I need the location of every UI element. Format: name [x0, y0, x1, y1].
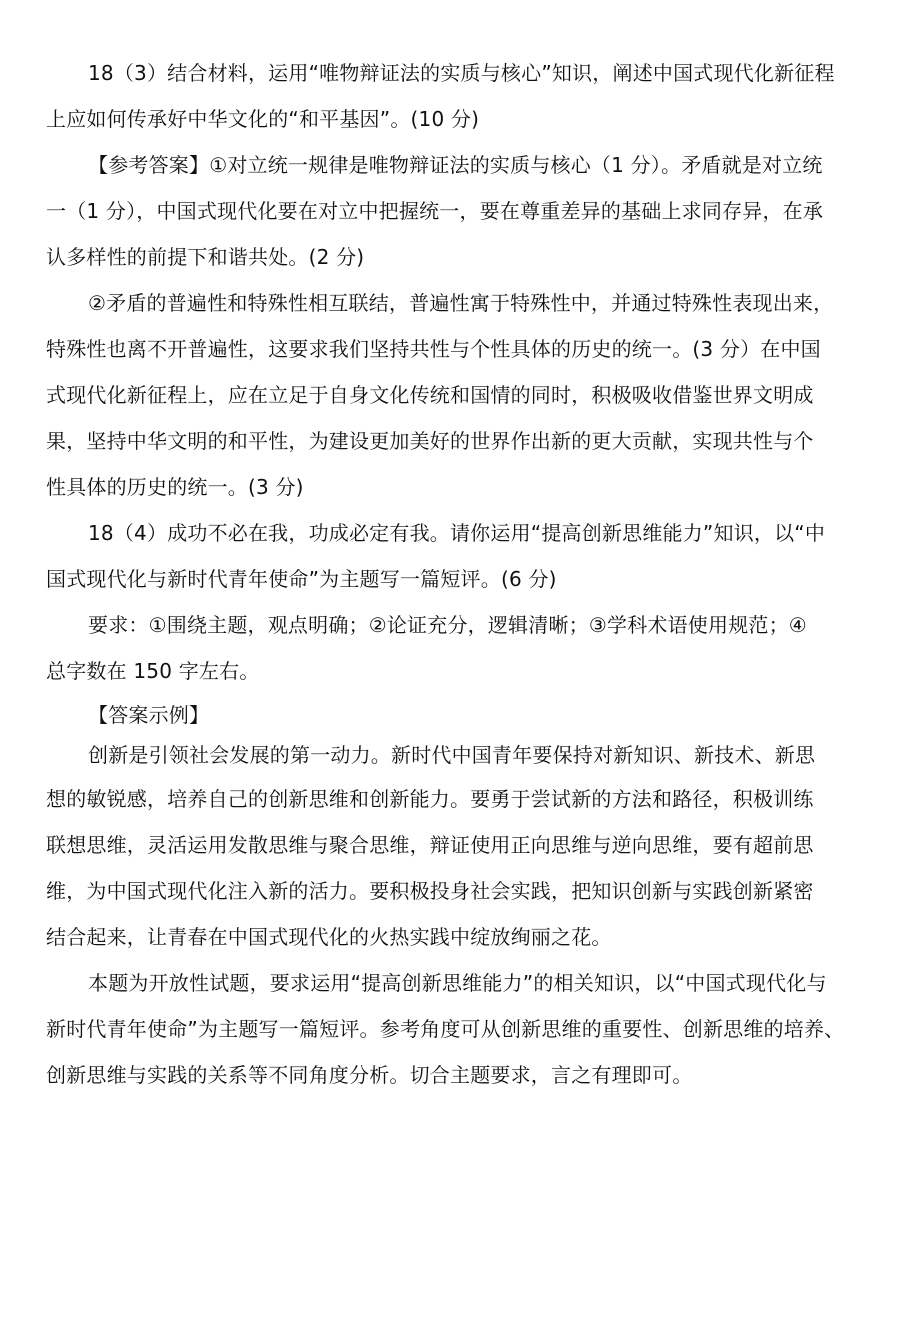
q18-4-requirements-line-2: 总字数在 150 字左右。 [46, 659, 260, 683]
q18-4-example-line-5: 结合起来，让青春在中国式现代化的火热实践中绽放绚丽之花。 [46, 925, 612, 949]
q18-4-question-line-2: 国式现代化与新时代青年使命”为主题写一篇短评。(6 分) [46, 567, 557, 591]
q18-4-note-line-1: 本题为开放性试题，要求运用“提高创新思维能力”的相关知识，以“中国式现代化与 [88, 971, 827, 995]
q18-4-example-line-4: 维，为中国式现代化注入新的活力。要积极投身社会实践，把知识创新与实践创新紧密 [46, 879, 814, 903]
q18-4-example-heading: 【答案示例】 [88, 703, 210, 727]
q18-3-answer-p2-line-1: ②矛盾的普遍性和特殊性相互联结，普遍性寓于特殊性中，并通过特殊性表现出来， [88, 291, 834, 315]
q18-3-question-line-1: 18（3）结合材料，运用“唯物辩证法的实质与核心”知识，阐述中国式现代化新征程 [88, 61, 835, 85]
q18-3-answer-p2-line-5: 性具体的历史的统一。(3 分) [46, 475, 304, 499]
q18-4-example-line-1: 创新是引领社会发展的第一动力。新时代中国青年要保持对新知识、新技术、新思 [88, 743, 816, 767]
q18-3-answer-p1-line-3: 认多样性的前提下和谐共处。(2 分) [46, 245, 365, 269]
q18-4-example-line-3: 联想思维，灵活运用发散思维与聚合思维，辩证使用正向思维与逆向思维，要有超前思 [46, 833, 814, 857]
q18-4-note-line-2: 新时代青年使命”为主题写一篇短评。参考角度可从创新思维的重要性、创新思维的培养、 [46, 1017, 845, 1041]
q18-3-answer-p2-line-3: 式现代化新征程上，应在立足于自身文化传统和国情的同时，积极吸收借鉴世界文明成 [46, 383, 814, 407]
q18-3-answer-p1-line-2: 一（1 分），中国式现代化要在对立中把握统一，要在尊重差异的基础上求同存异，在承 [46, 199, 824, 223]
q18-3-answer-p2-line-4: 果，坚持中华文明的和平性，为建设更加美好的世界作出新的更大贡献，实现共性与个 [46, 429, 814, 453]
q18-3-question-line-2: 上应如何传承好中华文化的“和平基因”。(10 分) [46, 107, 480, 131]
q18-4-requirements-line-1: 要求：①围绕主题，观点明确；②论证充分，逻辑清晰；③学科术语使用规范；④ [88, 613, 807, 637]
q18-3-answer-p1-line-1: 【参考答案】①对立统一规律是唯物辩证法的实质与核心（1 分）。矛盾就是对立统 [88, 153, 823, 177]
q18-4-example-line-2: 想的敏锐感，培养自己的创新思维和创新能力。要勇于尝试新的方法和路径，积极训练 [46, 787, 814, 811]
q18-4-note-line-3: 创新思维与实践的关系等不同角度分析。切合主题要求，言之有理即可。 [46, 1063, 693, 1087]
q18-4-question-line-1: 18（4）成功不必在我，功成必定有我。请你运用“提高创新思维能力”知识，以“中 [88, 521, 826, 545]
q18-3-answer-p2-line-2: 特殊性也离不开普遍性，这要求我们坚持共性与个性具体的历史的统一。(3 分）在中国 [46, 337, 821, 361]
